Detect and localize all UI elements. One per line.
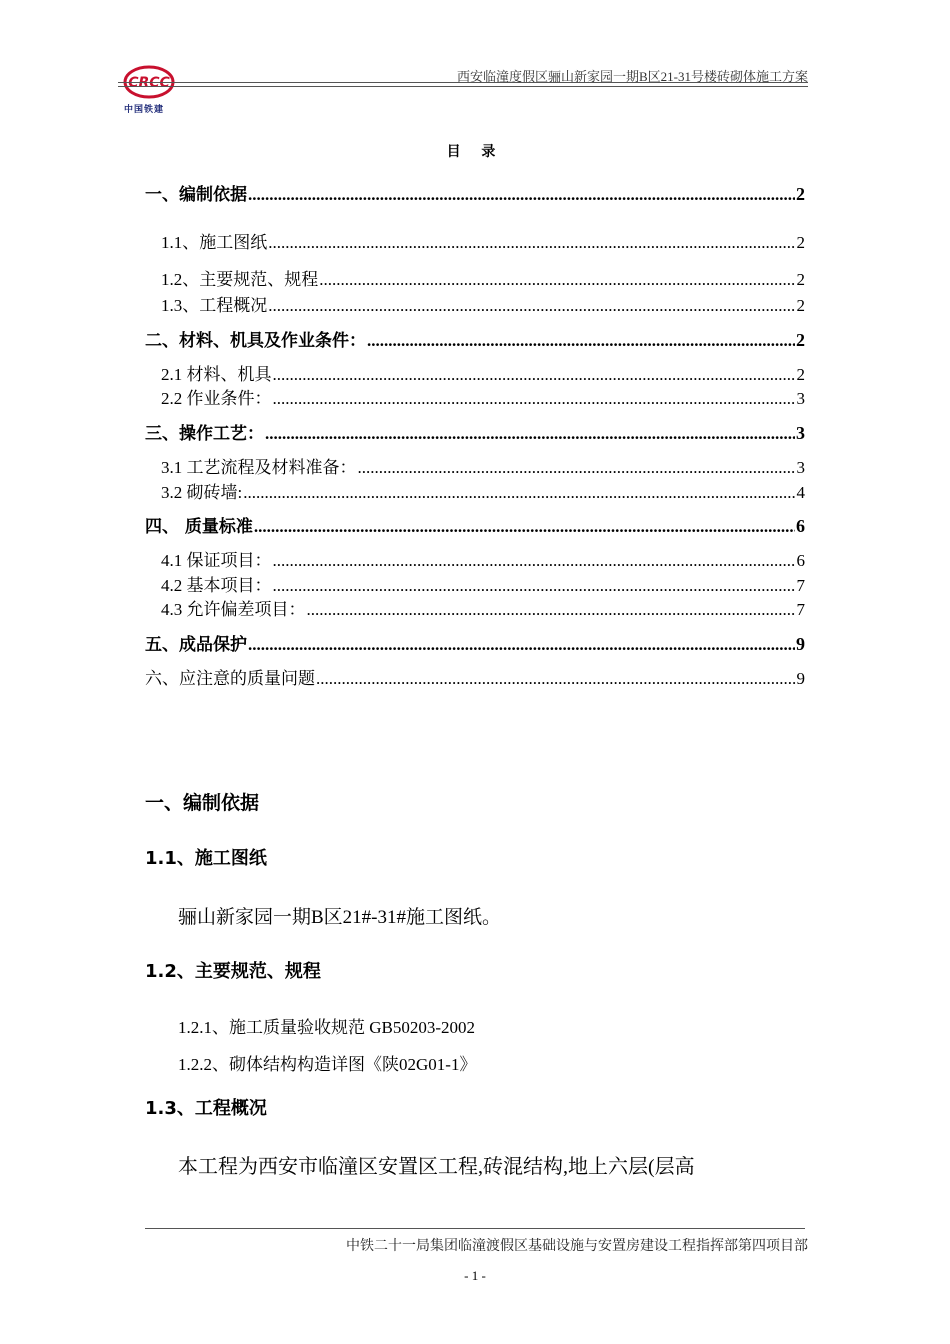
toc-entry-label: 2.2 作业条件：	[161, 389, 272, 408]
subsection-heading: 1.1、施工图纸	[145, 848, 267, 869]
toc-entry[interactable]	[145, 630, 805, 655]
header-divider-thin	[118, 86, 808, 87]
footer-divider	[145, 1228, 805, 1229]
toc-entry[interactable]	[145, 664, 805, 689]
toc-entry-page: 2	[796, 233, 805, 252]
toc-entry-label: 六、应注意的质量问题	[145, 669, 315, 688]
document-title: 西安临潼度假区骊山新家园一期B区21-31号楼砖砌体施工方案	[456, 69, 808, 84]
toc-entry-label: 1.3、工程概况	[161, 296, 268, 315]
toc-entry-label: 一、编制依据	[145, 185, 247, 205]
toc-entry[interactable]	[145, 595, 805, 620]
toc-entry-label: 3.1 工艺流程及材料准备：	[161, 458, 357, 477]
toc-entry[interactable]	[145, 291, 805, 316]
toc-entry-page: 3	[796, 458, 805, 477]
toc-entry[interactable]	[145, 512, 805, 537]
toc-entry[interactable]	[145, 419, 805, 444]
toc-entry-label: 4.1 保证项目：	[161, 551, 272, 570]
toc-entry[interactable]	[145, 571, 805, 596]
toc-entry[interactable]	[145, 326, 805, 351]
code-reference: 1.2.1、施工质量验收规范 GB50203-2002	[178, 1018, 476, 1037]
toc-entry-label: 二、材料、机具及作业条件：	[145, 331, 366, 351]
code-reference: 1.2.2、砌体结构构造详图《陕02G01-1》	[178, 1055, 477, 1074]
toc-entry-page: 2	[796, 330, 805, 350]
toc-entry[interactable]	[145, 546, 805, 571]
toc-entry-label: 4.3 允许偏差项目：	[161, 600, 306, 619]
subsection-heading: 1.2、主要规范、规程	[145, 961, 321, 982]
toc-entry-label: 3.2 砌砖墙:	[161, 483, 243, 502]
footer-organization: 中铁二十一局集团临潼渡假区基础设施与安置房建设工程指挥部第四项目部	[346, 1239, 808, 1254]
toc-entry-label: 2.1 材料、机具	[161, 365, 272, 384]
toc-entry[interactable]	[145, 453, 805, 478]
toc-entry-page: 3	[796, 389, 805, 408]
toc-title: 目 录	[446, 144, 504, 160]
toc-entry-page: 9	[796, 669, 805, 688]
toc-entry-label: 五、成品保护	[145, 635, 247, 655]
toc-entry-page: 9	[796, 634, 805, 654]
paragraph: 本工程为西安市临潼区安置区工程,砖混结构,地上六层(层高	[178, 1156, 695, 1178]
page-number: - 1 -	[464, 1268, 486, 1283]
toc-entry-label: 1.2、主要规范、规程	[161, 270, 319, 289]
toc-entry-label: 4.2 基本项目：	[161, 576, 272, 595]
toc-entry-label: 三、操作工艺：	[145, 424, 264, 444]
paragraph: 骊山新家园一期B区21#-31#施工图纸。	[178, 907, 502, 928]
toc-entry-page: 7	[796, 600, 805, 619]
toc-entry[interactable]	[145, 478, 805, 503]
toc-entry-page: 2	[796, 365, 805, 384]
logo-text: 中国铁建	[124, 105, 165, 115]
section-heading: 一、编制依据	[145, 792, 260, 814]
toc-entry[interactable]	[145, 180, 805, 205]
header-divider	[118, 82, 808, 83]
toc-entry-page: 6	[796, 551, 805, 570]
page-header	[118, 58, 808, 115]
svg-text:CRCC: CRCC	[128, 75, 170, 91]
toc-entry-page: 2	[796, 270, 805, 289]
toc-entry-page: 6	[796, 516, 805, 536]
toc-entry-label: 四、 质量标准	[145, 517, 253, 537]
toc-entry-page: 4	[796, 483, 805, 502]
toc-entry[interactable]	[145, 360, 805, 385]
toc-entry-label: 1.1、施工图纸	[161, 233, 268, 252]
toc-entry-page: 2	[796, 296, 805, 315]
toc-entry[interactable]	[145, 384, 805, 409]
subsection-heading: 1.3、工程概况	[145, 1098, 267, 1119]
toc-entry-page: 2	[796, 184, 805, 204]
toc-entry-page: 3	[796, 423, 805, 443]
toc-entry-page: 7	[796, 576, 805, 595]
toc-entry[interactable]	[145, 265, 805, 290]
toc-entry[interactable]	[145, 228, 805, 253]
